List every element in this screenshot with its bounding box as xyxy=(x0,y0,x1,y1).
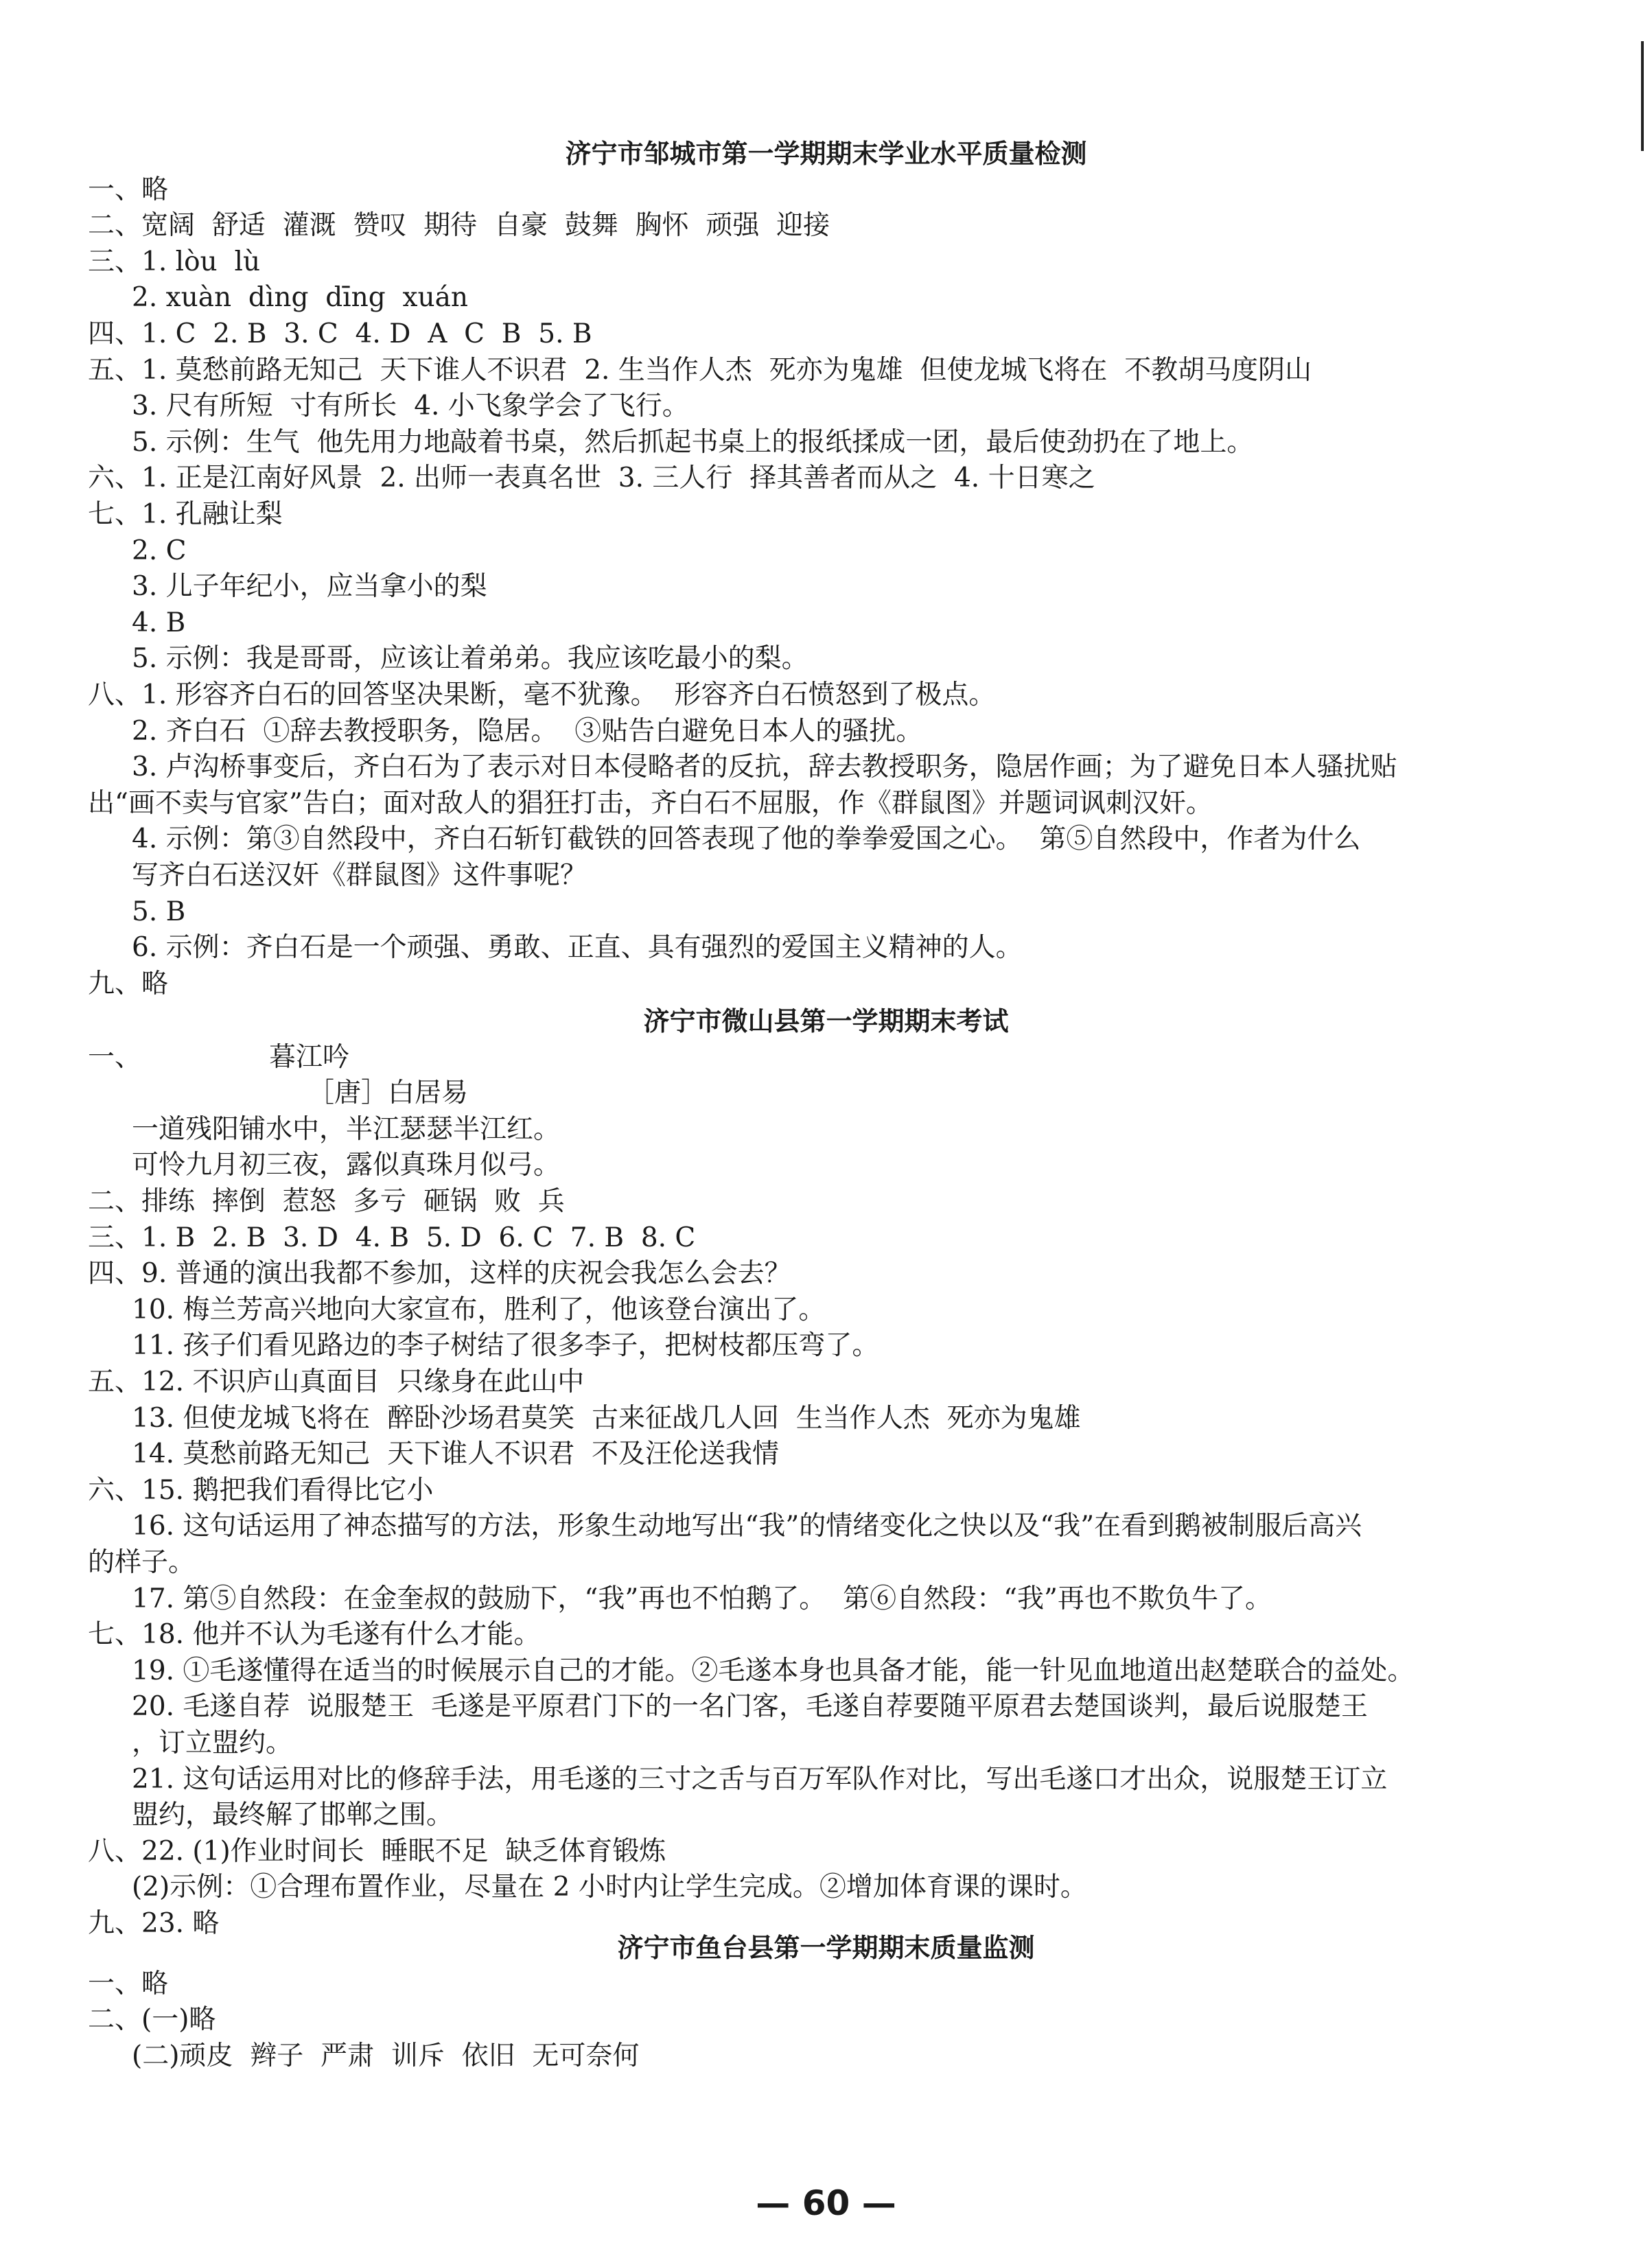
answer-line: 五、1. 莫愁前路无知己 天下谁人不识君 2. 生当作人杰 死亦为鬼雄 但使龙城飞将在 不教胡马度阴山 xyxy=(88,354,1312,386)
answer-line: 九、略 xyxy=(88,968,169,999)
page-number: — 60 — xyxy=(756,2183,896,2223)
answer-line: 盟约，最终解了邯郸之围。 xyxy=(132,1800,454,1831)
answer-line: 一、略 xyxy=(88,174,169,205)
answer-line: 11. 孩子们看见路边的李子树结了很多李子，把树枝都压弯了。 xyxy=(132,1330,879,1362)
answer-line: 六、15. 鹅把我们看得比它小 xyxy=(88,1474,434,1506)
answer-line: 二、(一)略 xyxy=(88,2004,216,2036)
answer-line: 五、12. 不识庐山真面目 只缘身在此山中 xyxy=(88,1367,585,1397)
answer-line: ［唐］白居易 xyxy=(307,1078,469,1109)
answer-line: 四、9. 普通的演出我都不参加，这样的庆祝会我怎么会去？ xyxy=(88,1258,791,1290)
answer-line: 14. 莫愁前路无知己 天下谁人不识君 不及汪伦送我情 xyxy=(132,1439,780,1470)
answer-line: 三、1. lòu lù xyxy=(88,246,261,277)
answer-line: 一、略 xyxy=(88,1968,169,1999)
answer-line: 2. 齐白石 ①辞去教授职务，隐居。 ③贴告白避免日本人的骚扰。 xyxy=(132,715,923,747)
section-title: 济宁市邹城市第一学期期末学业水平质量检测 xyxy=(565,139,1087,169)
answer-line: 2. xuàn dìng dīng xuán xyxy=(132,282,468,314)
answer-line: 4. B xyxy=(132,607,186,638)
answer-line: 七、1. 孔融让梨 xyxy=(88,499,283,530)
answer-line: 19. ①毛遂懂得在适当的时候展示自己的才能。②毛遂本身也具备才能，能一针见血地道出赵楚联合的益处。 xyxy=(132,1655,1415,1686)
answer-line: 2. C xyxy=(132,535,187,566)
answer-line: 一道残阳铺水中，半江瑟瑟半江红。 xyxy=(132,1113,561,1145)
answer-line: (2)示例：①合理布置作业，尽量在 2 小时内让学生完成。②增加体育课的课时。 xyxy=(132,1872,1087,1903)
binding-mark xyxy=(1641,41,1644,151)
section-title: 济宁市微山县第一学期期末考试 xyxy=(643,1006,1009,1036)
answer-line: 九、23. 略 xyxy=(88,1908,220,1939)
answer-line: 5. 示例：我是哥哥，应该让着弟弟。我应该吃最小的梨。 xyxy=(132,643,808,675)
answer-line: ，订立盟约。 xyxy=(132,1728,293,1758)
answer-line: 出“画不卖与官家”告白；面对敌人的猖狂打击，齐白石不屈服，作《群鼠图》并题词讽刺汉奸。 xyxy=(88,787,1213,819)
answer-line: 写齐白石送汉奸《群鼠图》这件事呢？ xyxy=(132,860,587,891)
answer-line: 16. 这句话运用了神态描写的方法，形象生动地写出“我”的情绪变化之快以及“我”在看到鹅被制服后高兴 xyxy=(132,1511,1362,1542)
answer-line: 21. 这句话运用对比的修辞手法，用毛遂的三寸之舌与百万军队作对比，写出毛遂口才出众，说服楚王订立 xyxy=(132,1763,1388,1795)
answer-line: 17. 第⑤自然段：在金奎叔的鼓励下，“我”再也不怕鹅了。 第⑥自然段：“我”再也不欺负牛了。 xyxy=(132,1583,1272,1614)
answer-line: 四、1. C 2. B 3. C 4. D A C B 5. B xyxy=(88,318,592,349)
answer-line: 可怜九月初三夜，露似真珠月似弓。 xyxy=(132,1150,561,1181)
answer-line: 3. 儿子年纪小，应当拿小的梨 xyxy=(132,571,487,603)
answer-line: 4. 示例：第③自然段中，齐白石斩钉截铁的回答表现了他的拳拳爱国之心。 第⑤自然段中，作者为什么 xyxy=(132,824,1361,855)
answer-line: 二、宽阔 舒适 灌溉 赞叹 期待 自豪 鼓舞 胸怀 顽强 迎接 xyxy=(88,210,830,242)
answer-line: 3. 卢沟桥事变后，齐白石为了表示对日本侵略者的反抗，辞去教授职务，隐居作画；为了避免日本人骚扰贴 xyxy=(132,752,1397,783)
answer-line: 八、22. (1)作业时间长 睡眠不足 缺乏体育锻炼 xyxy=(88,1835,666,1867)
answer-line: 的样子。 xyxy=(88,1547,196,1578)
answer-line: 一、 暮江吟 xyxy=(88,1041,349,1073)
answer-line: 5. B xyxy=(132,896,186,927)
answer-line: 13. 但使龙城飞将在 醉卧沙场君莫笑 古来征战几人回 生当作人杰 死亦为鬼雄 xyxy=(132,1402,1081,1434)
answer-line: 八、1. 形容齐白石的回答坚决果断，毫不犹豫。 形容齐白石愤怒到了极点。 xyxy=(88,679,996,710)
answer-line: 三、1. B 2. B 3. D 4. B 5. D 6. C 7. B 8. C xyxy=(88,1222,696,1253)
answer-line: 5. 示例：生气 他先用力地敲着书桌，然后抓起书桌上的报纸揉成一团，最后使劲扔在了地上。 xyxy=(132,426,1254,458)
answer-line: 10. 梅兰芳高兴地向大家宣布，胜利了，他该登台演出了。 xyxy=(132,1294,826,1325)
section-title: 济宁市鱼台县第一学期期末质量监测 xyxy=(617,1933,1035,1963)
answer-line: 二、排练 摔倒 惹怒 多亏 砸锅 败 兵 xyxy=(88,1186,565,1217)
answer-line: 七、18. 他并不认为毛遂有什么才能。 xyxy=(88,1619,541,1651)
answer-line: (二)顽皮 辫子 严肃 训斥 依旧 无可奈何 xyxy=(132,2040,640,2071)
answer-line: 6. 示例：齐白石是一个顽强、勇敢、正直、具有强烈的爱国主义精神的人。 xyxy=(132,932,1023,964)
answer-line: 3. 尺有所短 寸有所长 4. 小飞象学会了飞行。 xyxy=(132,391,689,422)
answer-line: 六、1. 正是江南好风景 2. 出师一表真名世 3. 三人行 择其善者而从之 4. 十日寒之 xyxy=(88,463,1095,494)
answer-line: 20. 毛遂自荐 说服楚王 毛遂是平原君门下的一名门客，毛遂自荐要随平原君去楚国谈判，最后说服楚王 xyxy=(132,1691,1369,1723)
